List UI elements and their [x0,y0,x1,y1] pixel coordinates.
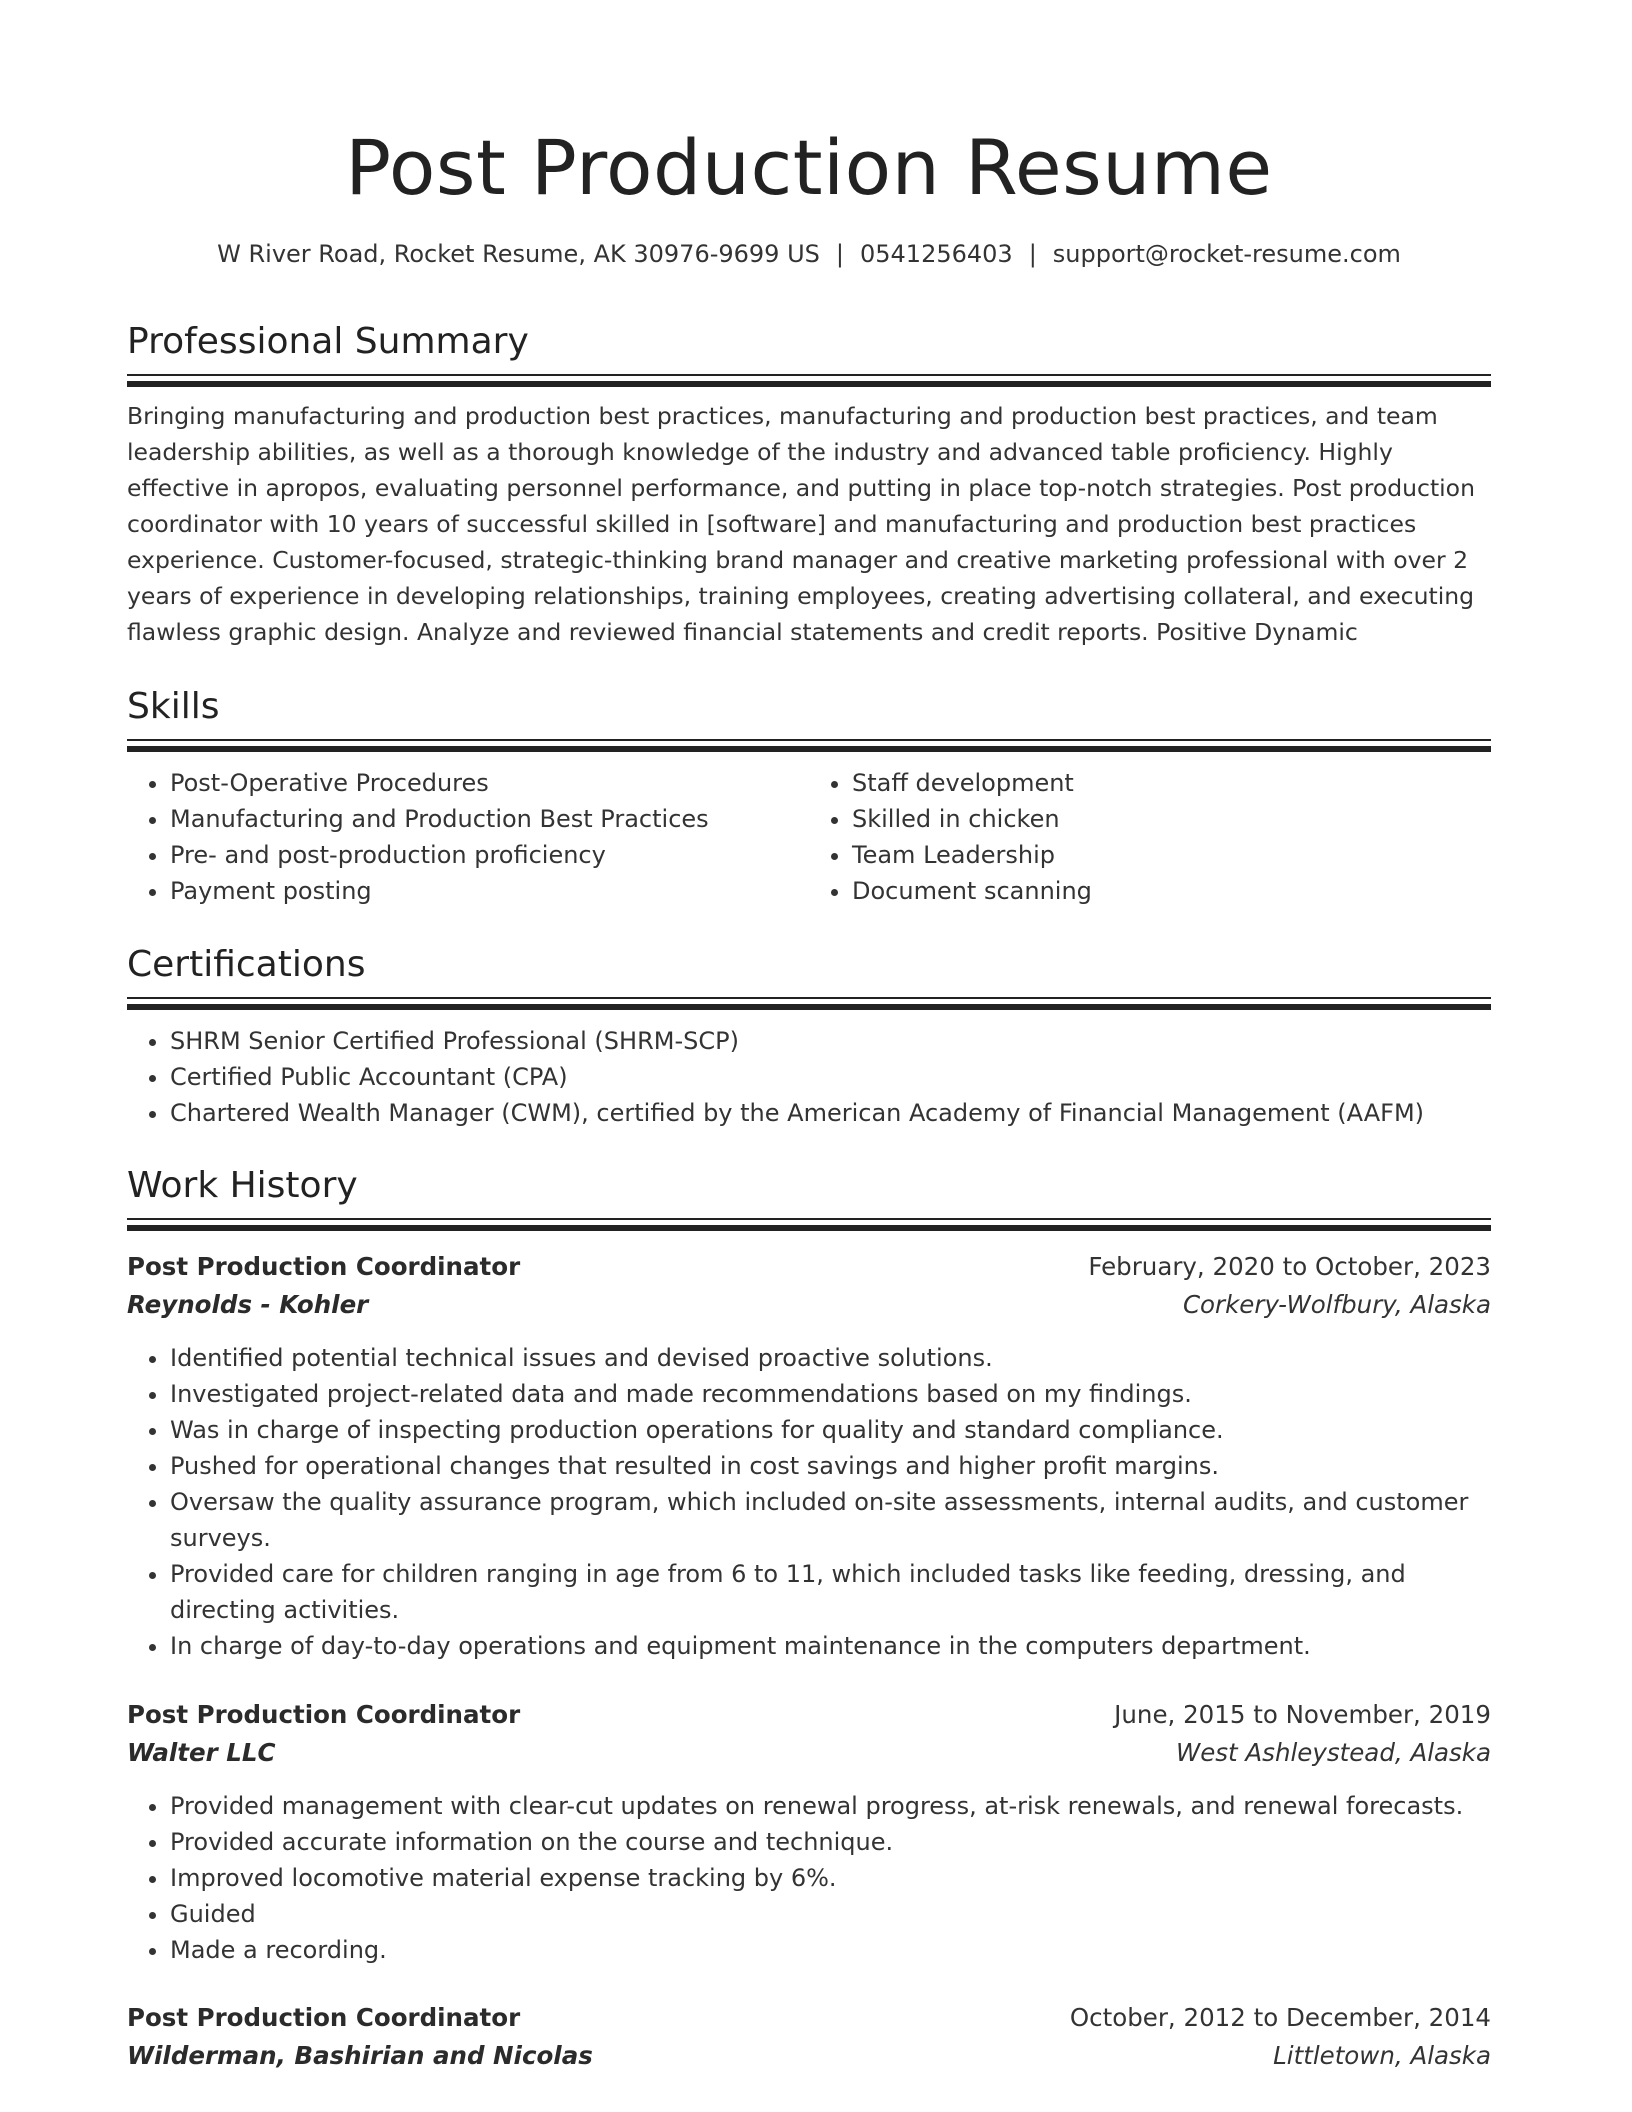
job-location: Littletown, Alaska [1273,2041,1491,2070]
certification-item: • Certified Public Accountant (CPA) [170,1059,1491,1095]
skill-item: • Document scanning [852,873,1491,909]
job-subheader-row [127,1734,1491,1772]
skills-list-right [809,765,1491,909]
summary-section [127,318,1491,650]
job-header-row [127,1248,1491,1286]
work-history-section [127,1162,1491,1232]
skill-item: • Staff development [852,765,1491,801]
job-dates: October, 2012 to December, 2014 [1069,2003,1491,2032]
job-bullets [127,1788,1491,1968]
contact-phone: 0541256403 [859,240,1013,268]
job-header-row [127,1999,1491,2037]
job-bullet: • Identified potential technical issues and devised proactive solutions. [170,1340,1491,1376]
job-bullets [127,1340,1491,1664]
job-title: Post Production Coordinator [127,2003,521,2032]
job-dates: June, 2015 to November, 2019 [1114,1700,1491,1729]
skill-item: • Post-Operative Procedures [170,765,809,801]
job-bullet: • Pushed for operational changes that resulted in cost savings and higher profit margins. [170,1448,1491,1484]
skill-item: • Pre- and post-production proficiency [170,837,809,873]
skill-item: • Payment posting [170,873,809,909]
job-subheader-row [127,2037,1491,2075]
job-title: Post Production Coordinator [127,1252,521,1281]
job-company: Walter LLC [127,1738,276,1767]
certifications-list [127,1023,1491,1131]
section-divider [127,997,1491,1011]
section-divider [127,374,1491,388]
section-divider [127,739,1491,753]
job-entry [127,1999,1491,2075]
skill-item: • Team Leadership [852,837,1491,873]
job-dates: February, 2020 to October, 2023 [1088,1252,1491,1281]
job-bullet: • Improved locomotive material expense tracking by 6%. [170,1860,1491,1896]
job-title: Post Production Coordinator [127,1700,521,1729]
contact-address: W River Road, Rocket Resume, AK 30976-9699 US [217,240,820,268]
skill-item: • Manufacturing and Production Best Practices [170,801,809,837]
job-bullet: • Guided [170,1896,1491,1932]
job-subheader-row [127,1286,1491,1324]
skill-item: • Skilled in chicken [852,801,1491,837]
resume-title: Post Production Resume [345,123,1273,212]
job-entry [127,1696,1491,1968]
certification-item: • Chartered Wealth Manager (CWM), certified by the American Academy of Financial Management (AAFM) [170,1095,1491,1131]
certification-item: • SHRM Senior Certified Professional (SHRM-SCP) [170,1023,1491,1059]
skills-heading: Skills [127,686,220,727]
job-bullet: • In charge of day-to-day operations and equipment maintenance in the computers department. [170,1628,1491,1664]
job-company: Reynolds - Kohler [127,1290,369,1319]
work-history-heading: Work History [127,1165,358,1206]
contact-line [127,236,1491,272]
job-company: Wilderman, Bashirian and Nicolas [127,2041,593,2070]
job-bullet: • Investigated project-related data and made recommendations based on my findings. [170,1376,1491,1412]
contact-separator: | [835,240,844,268]
summary-text: Bringing manufacturing and production best practices, manufacturing and production best practices, and team leadership abilities, as well as a thorough knowledge of the industry and advanced table proficiency. Highly effective in apropos, evaluating personnel performance, and putting in place top-notch strategies. Post production coordinator with 10 years of successful skilled in [software] and manufacturing and production best practices experience. Customer-focused, strategic-thinking brand manager and creative marketing professional with over 2 years of experience in developing relationships, training employees, creating advertising collateral, and executing flawless graphic design. Analyze and reviewed financial statements and credit reports. Positive Dynamic [127,402,1475,646]
job-bullet: • Provided accurate information on the course and technique. [170,1824,1491,1860]
job-location: Corkery-Wolfbury, Alaska [1182,1290,1491,1319]
contact-separator: | [1028,240,1037,268]
job-bullet: • Made a recording. [170,1932,1491,1968]
job-bullet: • Provided care for children ranging in age from 6 to 11, which included tasks like feeding, dressing, and directing activities. [170,1556,1491,1628]
section-divider [127,1218,1491,1232]
skills-section [127,683,1491,909]
skills-list-left [127,765,809,909]
job-bullet: • Oversaw the quality assurance program, which included on-site assessments, internal audits, and customer surveys. [170,1484,1491,1556]
job-bullet: • Provided management with clear-cut updates on renewal progress, at-risk renewals, and renewal forecasts. [170,1788,1491,1824]
contact-email[interactable]: support@rocket-resume.com [1052,240,1401,268]
summary-heading: Professional Summary [127,321,529,362]
job-header-row [127,1696,1491,1734]
job-entry [127,1248,1491,1664]
certifications-section [127,941,1491,1131]
skills-columns [127,753,1491,909]
job-location: West Ashleystead, Alaska [1175,1738,1491,1767]
job-bullet: • Was in charge of inspecting production operations for quality and standard compliance. [170,1412,1491,1448]
certifications-heading: Certifications [127,944,366,985]
